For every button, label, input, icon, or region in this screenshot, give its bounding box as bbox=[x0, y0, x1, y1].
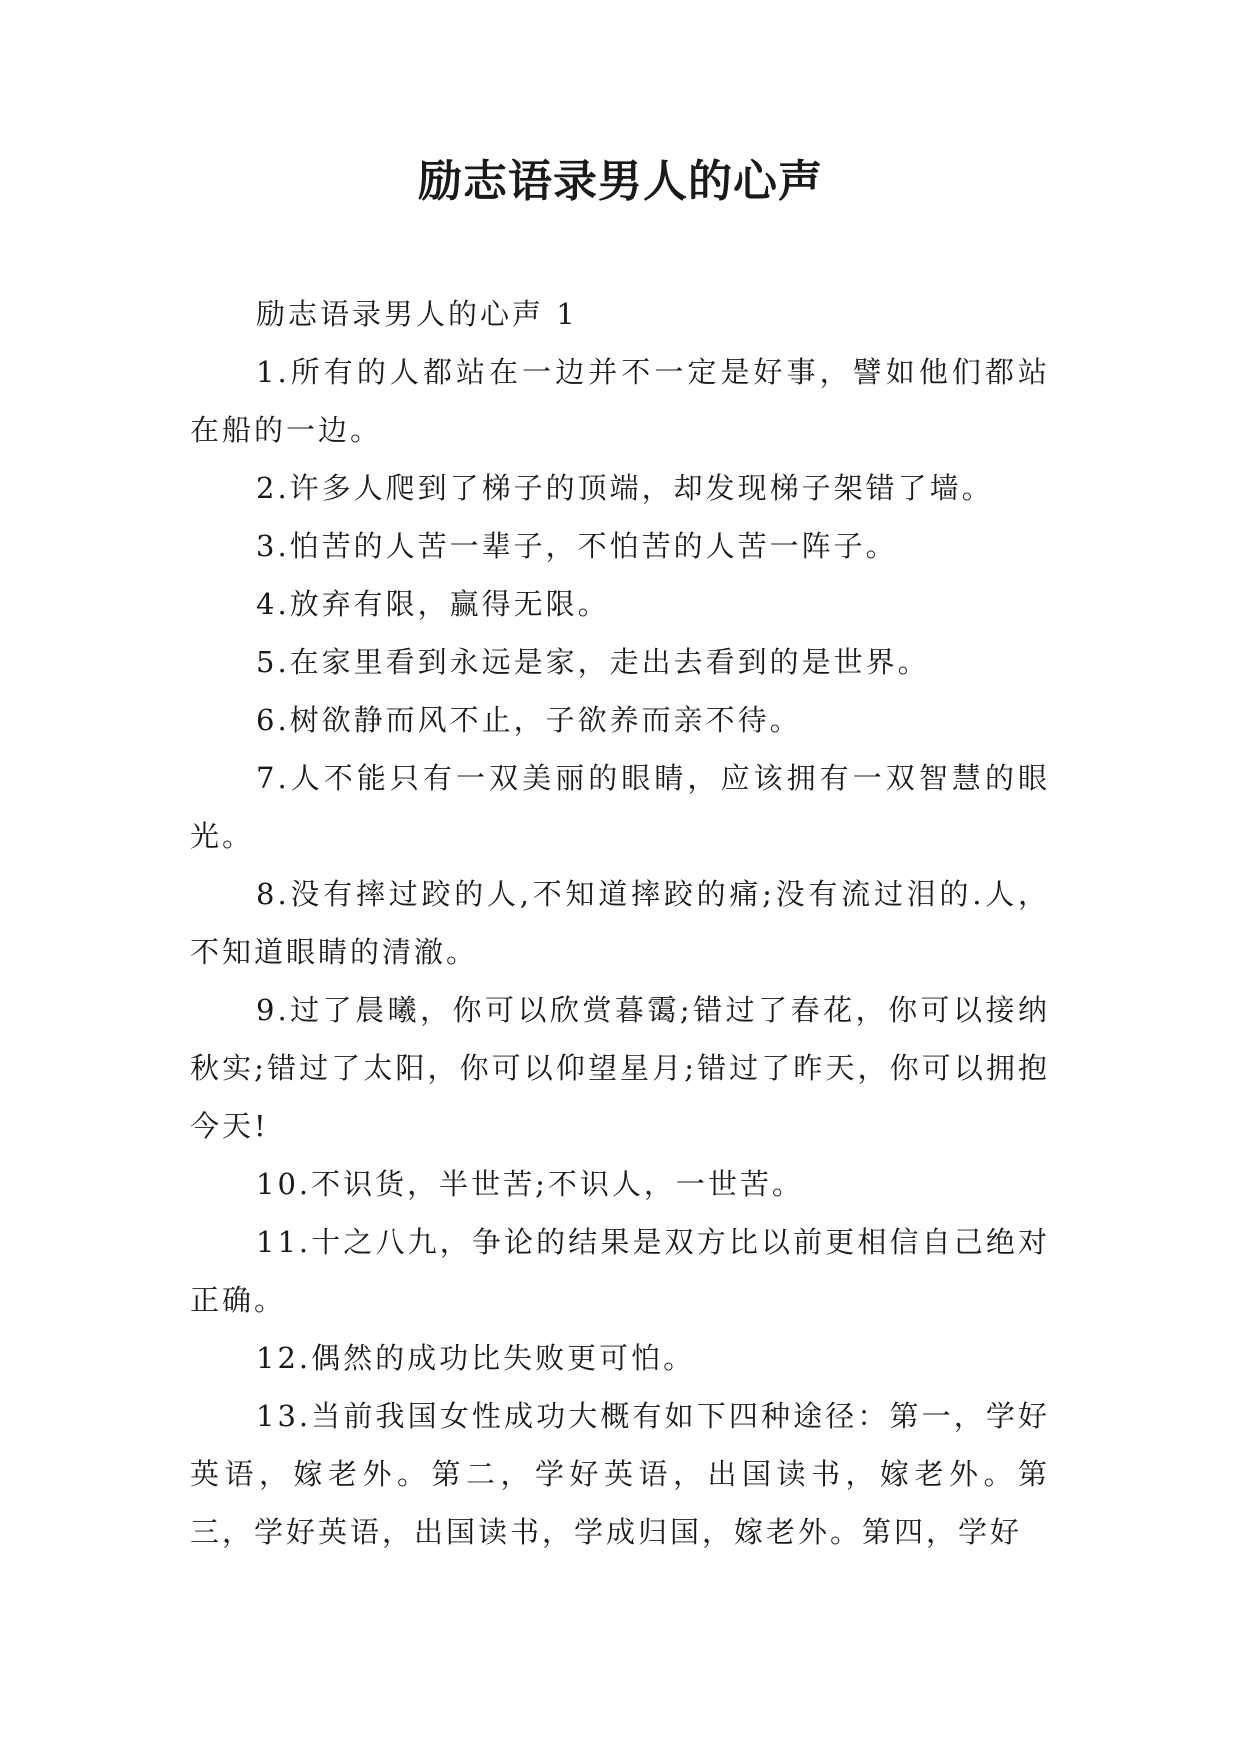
quote-item-4: 4.放弃有限，赢得无限。 bbox=[256, 587, 610, 621]
document-body bbox=[190, 285, 1050, 1561]
document-title: 励志语录男人的心声 bbox=[418, 156, 823, 207]
quote-item-5: 5.在家里看到永远是家，走出去看到的是世界。 bbox=[256, 645, 930, 679]
quote-item-11: 11.十之八九，争论的结果是双方比以前更相信自己绝对正确。 bbox=[190, 1225, 1050, 1317]
quote-item-7: 7.人不能只有一双美丽的眼睛，应该拥有一双智慧的眼光。 bbox=[190, 761, 1050, 853]
quote-item-9: 9.过了晨曦，你可以欣赏暮霭;错过了春花，你可以接纳秋实;错过了太阳，你可以仰望星月;错过了昨天，你可以拥抱今天! bbox=[190, 993, 1050, 1143]
quote-item-2: 2.许多人爬到了梯子的顶端，却发现梯子架错了墙。 bbox=[256, 471, 994, 505]
section-heading: 励志语录男人的心声 1 bbox=[256, 297, 578, 331]
quote-item-1: 1.所有的人都站在一边并不一定是好事，譬如他们都站在船的一边。 bbox=[190, 355, 1050, 447]
quote-item-10: 10.不识货，半世苦;不识人，一世苦。 bbox=[256, 1167, 804, 1201]
quote-item-12: 12.偶然的成功比失败更可怕。 bbox=[256, 1341, 696, 1375]
quote-item-3: 3.怕苦的人苦一辈子，不怕苦的人苦一阵子。 bbox=[256, 529, 898, 563]
quote-item-8: 8.没有摔过跤的人,不知道摔跤的痛;没有流过泪的.人，不知道眼睛的清澈。 bbox=[190, 877, 1050, 969]
quote-item-13: 13.当前我国女性成功大概有如下四种途径：第一，学好英语，嫁老外。第二，学好英语，出国读书，嫁老外。第三，学好英语，出国读书，学成归国，嫁老外。第四，学好 bbox=[190, 1399, 1050, 1549]
quote-item-6: 6.树欲静而风不止，子欲养而亲不待。 bbox=[256, 703, 802, 737]
